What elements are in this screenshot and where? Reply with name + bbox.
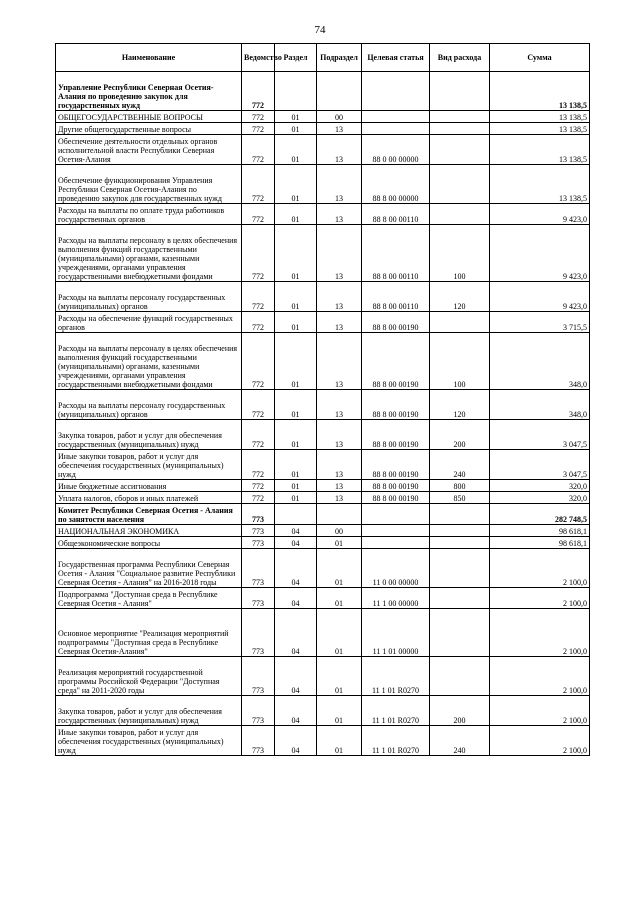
cell-target: 88 8 00 00110 — [362, 282, 430, 312]
table-row — [56, 588, 590, 609]
cell-razdel: 04 — [275, 537, 317, 549]
cell-name: Основное мероприятие "Реализация мероприятий подпрограммы "Доступная среда в Республике Северная Осетия-Алания" — [56, 609, 242, 657]
table-body — [56, 72, 590, 756]
cell-podrazdel: 13 — [317, 492, 362, 504]
cell-vid — [430, 537, 490, 549]
cell-target — [362, 537, 430, 549]
cell-target: 88 8 00 00190 — [362, 390, 430, 420]
cell-sum: 13 138,5 — [490, 72, 590, 111]
cell-sum: 320,0 — [490, 480, 590, 492]
budget-table — [55, 43, 590, 756]
cell-podrazdel: 01 — [317, 657, 362, 696]
cell-name: Иные закупки товаров, работ и услуг для обеспечения государственных (муниципальных) нужд — [56, 726, 242, 756]
cell-vedom: 773 — [242, 726, 275, 756]
cell-vid: 120 — [430, 282, 490, 312]
cell-target: 88 0 00 00000 — [362, 135, 430, 165]
cell-razdel: 01 — [275, 480, 317, 492]
table-row — [56, 525, 590, 537]
cell-target — [362, 72, 430, 111]
cell-vedom: 772 — [242, 123, 275, 135]
cell-podrazdel: 01 — [317, 588, 362, 609]
cell-razdel: 04 — [275, 696, 317, 726]
cell-name: Обеспечение функционирования Управления Республики Северная Осетия-Алания по проведению закупок для государственных нужд — [56, 165, 242, 204]
cell-razdel: 01 — [275, 450, 317, 480]
cell-sum: 282 748,5 — [490, 504, 590, 525]
table-row — [56, 225, 590, 282]
cell-podrazdel: 13 — [317, 135, 362, 165]
cell-name: Расходы на выплаты персоналу в целях обеспечения выполнения функций государственными (муниципальными) органами, казенными учреждениями, органами управления государственными внебюджетными фондами — [56, 225, 242, 282]
cell-vedom: 772 — [242, 390, 275, 420]
cell-podrazdel: 13 — [317, 390, 362, 420]
cell-target — [362, 525, 430, 537]
cell-vedom: 772 — [242, 333, 275, 390]
cell-podrazdel: 13 — [317, 312, 362, 333]
cell-name: Управление Республики Северная Осетия-Алания по проведению закупок для государственных нужд — [56, 72, 242, 111]
cell-vedom: 773 — [242, 537, 275, 549]
cell-razdel: 01 — [275, 390, 317, 420]
table-row — [56, 312, 590, 333]
cell-vid — [430, 204, 490, 225]
cell-vid: 240 — [430, 450, 490, 480]
cell-name: Общеэкономические вопросы — [56, 537, 242, 549]
cell-razdel: 04 — [275, 609, 317, 657]
cell-vedom: 772 — [242, 492, 275, 504]
cell-vedom: 772 — [242, 111, 275, 123]
header-vedom: Ведомство — [242, 44, 275, 72]
cell-vid — [430, 549, 490, 588]
cell-razdel: 01 — [275, 225, 317, 282]
cell-target — [362, 123, 430, 135]
cell-name: ОБЩЕГОСУДАРСТВЕННЫЕ ВОПРОСЫ — [56, 111, 242, 123]
cell-sum: 13 138,5 — [490, 111, 590, 123]
cell-podrazdel: 13 — [317, 282, 362, 312]
cell-podrazdel: 01 — [317, 696, 362, 726]
cell-vid — [430, 504, 490, 525]
header-sum: Сумма — [490, 44, 590, 72]
cell-name: Закупка товаров, работ и услуг для обеспечения государственных (муниципальных) нужд — [56, 696, 242, 726]
table-row — [56, 492, 590, 504]
cell-vid — [430, 609, 490, 657]
table-row — [56, 420, 590, 450]
cell-sum: 348,0 — [490, 333, 590, 390]
cell-name: Закупка товаров, работ и услуг для обеспечения государственных (муниципальных) нужд — [56, 420, 242, 450]
cell-target — [362, 504, 430, 525]
cell-vid — [430, 135, 490, 165]
cell-vid — [430, 657, 490, 696]
cell-name: Реализация мероприятий государственной программы Российской Федерации "Доступная среда" на 2011-2020 годы — [56, 657, 242, 696]
cell-vedom: 773 — [242, 504, 275, 525]
cell-razdel — [275, 504, 317, 525]
cell-sum: 320,0 — [490, 492, 590, 504]
cell-target: 11 1 01 R0270 — [362, 726, 430, 756]
cell-name: Комитет Республики Северная Осетия - Алания по занятости населения — [56, 504, 242, 525]
cell-vedom: 773 — [242, 657, 275, 696]
cell-target: 11 1 01 00000 — [362, 609, 430, 657]
cell-name: Другие общегосударственные вопросы — [56, 123, 242, 135]
cell-name: Расходы на выплаты персоналу государственных (муниципальных) органов — [56, 390, 242, 420]
table-row — [56, 726, 590, 756]
cell-vedom: 772 — [242, 450, 275, 480]
cell-sum: 3 047,5 — [490, 420, 590, 450]
cell-sum: 13 138,5 — [490, 165, 590, 204]
cell-target: 88 8 00 00190 — [362, 450, 430, 480]
cell-vid — [430, 111, 490, 123]
cell-vid — [430, 123, 490, 135]
table-row — [56, 111, 590, 123]
cell-vid: 800 — [430, 480, 490, 492]
cell-target: 11 0 00 00000 — [362, 549, 430, 588]
cell-razdel: 01 — [275, 312, 317, 333]
cell-podrazdel: 13 — [317, 420, 362, 450]
cell-target: 88 8 00 00110 — [362, 204, 430, 225]
cell-vedom: 773 — [242, 525, 275, 537]
cell-razdel: 01 — [275, 492, 317, 504]
cell-vedom: 772 — [242, 135, 275, 165]
cell-vid — [430, 525, 490, 537]
cell-razdel: 01 — [275, 165, 317, 204]
cell-vedom: 772 — [242, 282, 275, 312]
table-row — [56, 657, 590, 696]
cell-podrazdel: 00 — [317, 111, 362, 123]
cell-vid — [430, 588, 490, 609]
cell-vid — [430, 312, 490, 333]
table-row — [56, 123, 590, 135]
cell-vedom: 772 — [242, 480, 275, 492]
cell-target: 88 8 00 00190 — [362, 492, 430, 504]
cell-podrazdel: 13 — [317, 225, 362, 282]
cell-target: 11 1 01 R0270 — [362, 657, 430, 696]
cell-vid: 100 — [430, 333, 490, 390]
table-row — [56, 504, 590, 525]
cell-sum: 9 423,0 — [490, 204, 590, 225]
cell-target: 11 1 01 R0270 — [362, 696, 430, 726]
cell-vedom: 772 — [242, 312, 275, 333]
cell-sum: 13 138,5 — [490, 135, 590, 165]
cell-razdel: 04 — [275, 726, 317, 756]
table-row — [56, 135, 590, 165]
table-row — [56, 204, 590, 225]
header-name: Наименование — [56, 44, 242, 72]
cell-podrazdel: 13 — [317, 204, 362, 225]
cell-target: 88 8 00 00190 — [362, 420, 430, 450]
cell-razdel: 04 — [275, 588, 317, 609]
cell-sum: 2 100,0 — [490, 696, 590, 726]
table-row — [56, 72, 590, 111]
table-row — [56, 390, 590, 420]
cell-razdel: 01 — [275, 333, 317, 390]
cell-name: НАЦИОНАЛЬНАЯ ЭКОНОМИКА — [56, 525, 242, 537]
cell-target: 88 8 00 00110 — [362, 225, 430, 282]
cell-vid: 850 — [430, 492, 490, 504]
table-row — [56, 537, 590, 549]
cell-vedom: 772 — [242, 420, 275, 450]
cell-name: Подпрограмма "Доступная среда в Республике Северная Осетия - Алания" — [56, 588, 242, 609]
cell-razdel: 04 — [275, 549, 317, 588]
cell-razdel: 01 — [275, 123, 317, 135]
cell-podrazdel: 01 — [317, 609, 362, 657]
cell-name: Расходы на обеспечение функций государственных органов — [56, 312, 242, 333]
table-row — [56, 480, 590, 492]
cell-sum: 2 100,0 — [490, 726, 590, 756]
cell-podrazdel: 13 — [317, 450, 362, 480]
cell-name: Расходы на выплаты персоналу в целях обеспечения выполнения функций государственными (муниципальными) органами, казенными учреждениями, органами управления государственными внебюджетными фондами — [56, 333, 242, 390]
cell-vid: 100 — [430, 225, 490, 282]
page-number: 74 — [314, 24, 326, 36]
header-vid: Вид расхода — [430, 44, 490, 72]
cell-podrazdel: 13 — [317, 165, 362, 204]
table-row — [56, 450, 590, 480]
cell-razdel: 04 — [275, 657, 317, 696]
table-row — [56, 549, 590, 588]
cell-vedom: 772 — [242, 204, 275, 225]
cell-vid: 240 — [430, 726, 490, 756]
table-row — [56, 165, 590, 204]
cell-podrazdel: 01 — [317, 549, 362, 588]
cell-target: 88 8 00 00190 — [362, 480, 430, 492]
table-row — [56, 696, 590, 726]
cell-vedom: 772 — [242, 165, 275, 204]
cell-razdel — [275, 72, 317, 111]
header-target: Целевая статья — [362, 44, 430, 72]
cell-sum: 9 423,0 — [490, 282, 590, 312]
cell-razdel: 01 — [275, 420, 317, 450]
cell-name: Обеспечение деятельности отдельных органов исполнительной власти Республики Северная Осетия-Алания — [56, 135, 242, 165]
cell-podrazdel: 13 — [317, 480, 362, 492]
cell-vedom: 772 — [242, 72, 275, 111]
cell-podrazdel — [317, 504, 362, 525]
cell-name: Иные закупки товаров, работ и услуг для обеспечения государственных (муниципальных) нужд — [56, 450, 242, 480]
cell-sum: 9 423,0 — [490, 225, 590, 282]
cell-razdel: 01 — [275, 204, 317, 225]
header-podrazdel: Подраздел — [317, 44, 362, 72]
cell-target: 88 8 00 00190 — [362, 333, 430, 390]
cell-podrazdel — [317, 72, 362, 111]
cell-razdel: 01 — [275, 282, 317, 312]
cell-name: Расходы на выплаты по оплате труда работников государственных органов — [56, 204, 242, 225]
cell-name: Иные бюджетные ассигнования — [56, 480, 242, 492]
header-razdel: Раздел — [275, 44, 317, 72]
cell-sum: 2 100,0 — [490, 657, 590, 696]
cell-vid — [430, 165, 490, 204]
table-row — [56, 333, 590, 390]
cell-vid — [430, 72, 490, 111]
cell-vedom: 772 — [242, 225, 275, 282]
cell-podrazdel: 01 — [317, 537, 362, 549]
cell-name: Расходы на выплаты персоналу государственных (муниципальных) органов — [56, 282, 242, 312]
cell-target: 88 8 00 00190 — [362, 312, 430, 333]
table-row — [56, 609, 590, 657]
cell-sum: 2 100,0 — [490, 588, 590, 609]
cell-target: 11 1 00 00000 — [362, 588, 430, 609]
table-row — [56, 282, 590, 312]
cell-target: 88 8 00 00000 — [362, 165, 430, 204]
cell-sum: 2 100,0 — [490, 609, 590, 657]
cell-vedom: 773 — [242, 549, 275, 588]
cell-sum: 98 618,1 — [490, 537, 590, 549]
cell-vedom: 773 — [242, 609, 275, 657]
cell-razdel: 01 — [275, 111, 317, 123]
cell-vid: 200 — [430, 696, 490, 726]
cell-sum: 348,0 — [490, 390, 590, 420]
table-header-row — [56, 44, 590, 72]
cell-name: Уплата налогов, сборов и иных платежей — [56, 492, 242, 504]
cell-vedom: 773 — [242, 696, 275, 726]
cell-vid: 120 — [430, 390, 490, 420]
cell-vedom: 773 — [242, 588, 275, 609]
cell-sum: 2 100,0 — [490, 549, 590, 588]
cell-razdel: 04 — [275, 525, 317, 537]
cell-sum: 13 138,5 — [490, 123, 590, 135]
cell-sum: 3 047,5 — [490, 450, 590, 480]
cell-sum: 3 715,5 — [490, 312, 590, 333]
cell-target — [362, 111, 430, 123]
cell-name: Государственная программа Республики Северная Осетия - Алания "Социальное развитие Республики Северная Осетия - Алания" на 2016-2018 годы — [56, 549, 242, 588]
cell-podrazdel: 13 — [317, 123, 362, 135]
cell-podrazdel: 13 — [317, 333, 362, 390]
cell-sum: 98 618,1 — [490, 525, 590, 537]
cell-podrazdel: 00 — [317, 525, 362, 537]
cell-razdel: 01 — [275, 135, 317, 165]
cell-vid: 200 — [430, 420, 490, 450]
cell-podrazdel: 01 — [317, 726, 362, 756]
